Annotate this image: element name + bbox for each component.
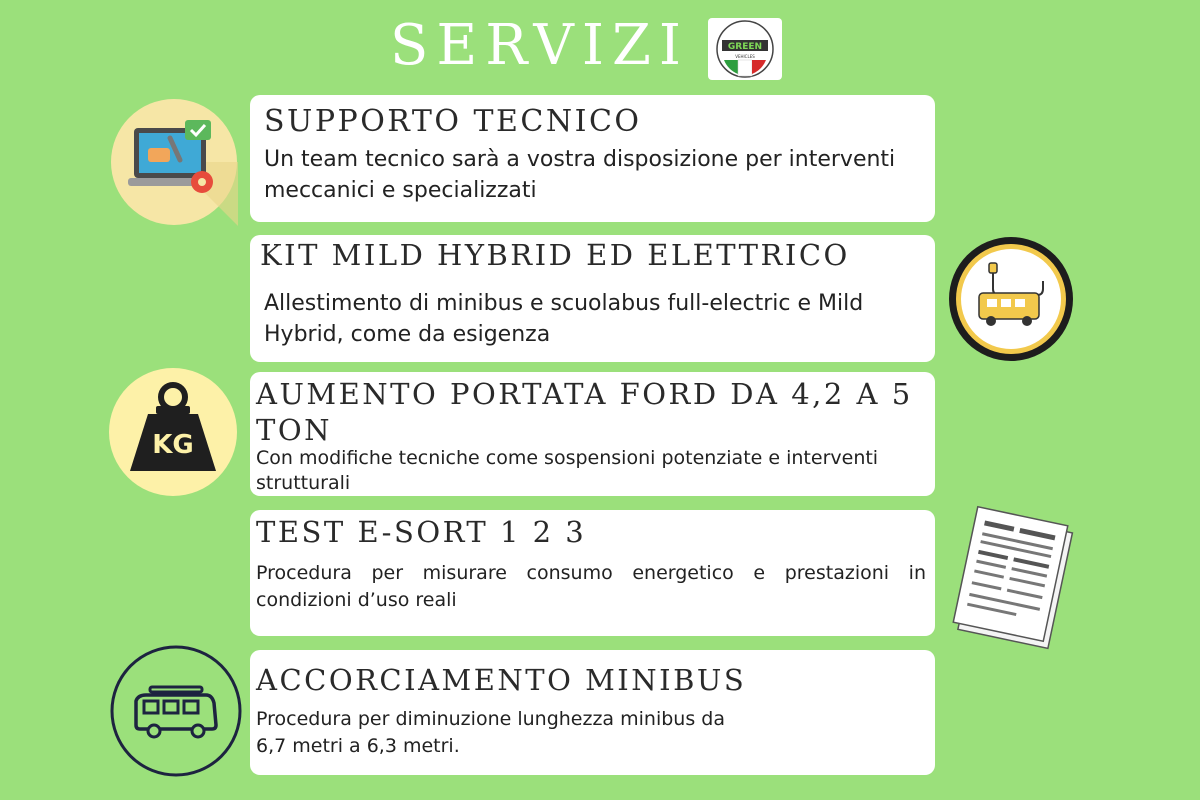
document-papers-icon bbox=[940, 502, 1090, 656]
service-description: Allestimento di minibus e scuolabus full-electric e Mild Hybrid, come da esigenza bbox=[264, 291, 864, 347]
laptop-repair-icon bbox=[110, 98, 238, 230]
service-description: Con modifiche tecniche come sospensioni potenziate e interventi strutturali bbox=[256, 447, 879, 494]
service-title: TEST E-SORT 1 2 3 bbox=[256, 515, 587, 549]
service-title: AUMENTO PORTATA FORD DA 4,2 A 5 TON bbox=[256, 377, 913, 448]
service-card-accorciamento-minibus bbox=[250, 650, 935, 775]
kg-weight-icon bbox=[108, 367, 238, 501]
svg-text:KG: KG bbox=[152, 430, 194, 460]
page-title: SERVIZI bbox=[390, 13, 690, 78]
service-title: ACCORCIAMENTO MINIBUS bbox=[256, 663, 747, 697]
minibus-icon bbox=[108, 643, 244, 783]
service-card-kit-mild-hybrid bbox=[250, 235, 935, 362]
service-description: Un team tecnico sarà a vostra disposizione per interventi meccanici e specializzati bbox=[264, 147, 896, 203]
green-vehicles-logo bbox=[708, 18, 782, 80]
svg-text:VEHICLES: VEHICLES bbox=[735, 54, 755, 59]
electric-bus-icon bbox=[945, 233, 1077, 369]
logo-emblem-icon bbox=[708, 18, 782, 80]
service-card-test-e-sort bbox=[250, 510, 935, 636]
service-title: SUPPORTO TECNICO bbox=[264, 104, 642, 139]
service-title: KIT MILD HYBRID ED ELETTRICO bbox=[260, 238, 850, 272]
service-card-aumento-portata bbox=[250, 372, 935, 496]
service-description: Procedura per diminuzione lunghezza minibus da 6,7 metri a 6,3 metri. bbox=[256, 708, 725, 757]
service-card-supporto-tecnico bbox=[250, 95, 935, 222]
service-description: Procedura per misurare consumo energetico e prestazioni in condizioni d’uso reali bbox=[256, 562, 926, 611]
svg-text:GREEN: GREEN bbox=[727, 42, 763, 52]
